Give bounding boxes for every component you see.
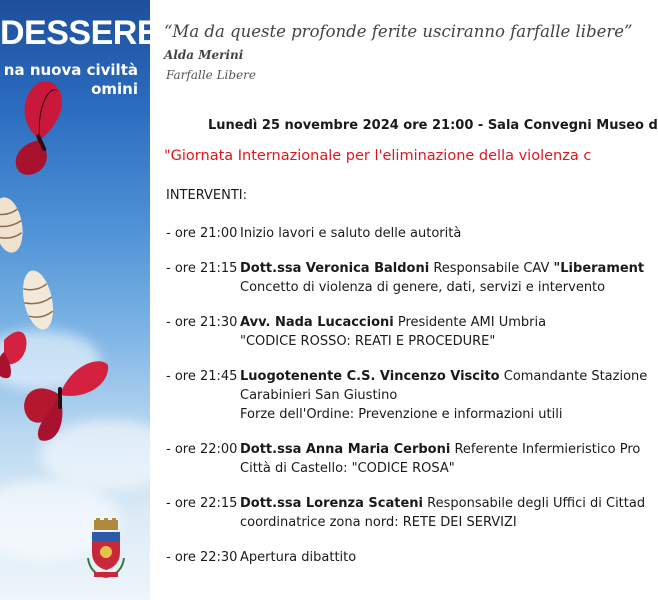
program-item-time: - ore 22:30: [166, 550, 238, 565]
speaker-role: Referente Infermieristico Pro: [450, 442, 641, 457]
speaker-role: Inizio lavori e saluto delle autorità: [240, 226, 462, 241]
program-item-main: [240, 259, 644, 278]
program-item-main: [240, 313, 546, 332]
cocoon-icon: [18, 268, 58, 333]
program-item: [166, 313, 600, 351]
municipal-crest-icon: [86, 520, 126, 580]
program-item-row: [166, 548, 600, 567]
speaker-role: Comandante Stazione: [499, 369, 648, 384]
program-item-row: [166, 259, 645, 278]
program-item-main: [240, 367, 647, 386]
cocoon-icon: [0, 195, 27, 255]
program-item: [166, 440, 641, 478]
speaker-role: Responsabile CAV: [429, 261, 554, 276]
speaker-name: Dott.ssa Lorenza Scateni: [240, 496, 424, 511]
program-item-time: - ore 21:45: [166, 369, 238, 384]
speaker-name: Dott.ssa Veronica Baldoni: [240, 261, 430, 276]
program-item-time: - ore 22:15: [166, 496, 238, 511]
program-item-time: - ore 21:15: [166, 261, 238, 276]
program-list: [166, 186, 648, 583]
poster-artwork: [0, 0, 159, 600]
program-item-main: [240, 548, 356, 567]
program-item-row: [166, 367, 648, 386]
program-item: [166, 494, 646, 532]
event-headline: "Giornata Internazionale per l'eliminazione della violenza c: [164, 148, 592, 164]
epigraph-quote: “Ma da queste profonde ferite usciranno farfalle libere”: [164, 22, 633, 41]
program-item-row: [166, 313, 600, 332]
poster-title: DESSERE: [0, 14, 159, 52]
butterfly-icon: [0, 332, 26, 379]
program-item-detail: Città di Castello: "CODICE ROSA": [240, 461, 455, 476]
butterfly-icon: [24, 361, 108, 441]
program-item-row: [166, 224, 600, 243]
speaker-role: Responsabile degli Uffici di Cittad: [423, 496, 646, 511]
program-item-detail: Carabinieri San Giustino: [240, 388, 398, 403]
poster-subtitle-line2: omini: [91, 80, 138, 98]
program-item-main: [240, 440, 640, 459]
speaker-organization: "Liberament: [553, 261, 645, 276]
program-item: [166, 548, 600, 567]
program-heading: INTERVENTI:: [166, 188, 248, 203]
program-item-time: - ore 21:30: [166, 315, 238, 330]
event-date-venue: Lunedì 25 novembre 2024 ore 21:00 - Sala Convegni Museo d: [208, 118, 658, 133]
poster-subtitle-line1: na nuova civiltà: [3, 61, 138, 79]
program-item-row: [166, 440, 641, 459]
butterfly-icon: [0, 76, 87, 179]
quote-work-title: Farfalle Libere: [166, 68, 257, 82]
program-item-detail: Concetto di violenza di genere, dati, servizi e intervento: [240, 280, 606, 295]
program-item: [166, 259, 645, 297]
quote-author: Alda Merini: [164, 48, 244, 62]
speaker-role: Apertura dibattito: [240, 550, 357, 565]
speaker-role: Presidente AMI Umbria: [393, 315, 547, 330]
program-item-detail: Forze dell'Ordine: Prevenzione e informazioni utili: [240, 407, 563, 422]
poster-panel: [0, 0, 159, 600]
program-item-main: [240, 224, 461, 243]
program-item: [166, 224, 600, 243]
speaker-name: Avv. Nada Lucaccioni: [240, 315, 394, 330]
program-item-row: [166, 494, 646, 513]
program-item-detail: "CODICE ROSSO: REATI E PROCEDURE": [240, 334, 496, 349]
speaker-name: Luogotenente C.S. Vincenzo Viscito: [240, 369, 500, 384]
program-item-time: - ore 21:00: [166, 226, 238, 241]
program-item: [166, 367, 648, 424]
speaker-name: Dott.ssa Anna Maria Cerboni: [240, 442, 451, 457]
program-item-time: - ore 22:00: [166, 442, 238, 457]
program-item-detail: coordinatrice zona nord: RETE DEI SERVIZI: [240, 515, 517, 530]
program-item-main: [240, 494, 645, 513]
